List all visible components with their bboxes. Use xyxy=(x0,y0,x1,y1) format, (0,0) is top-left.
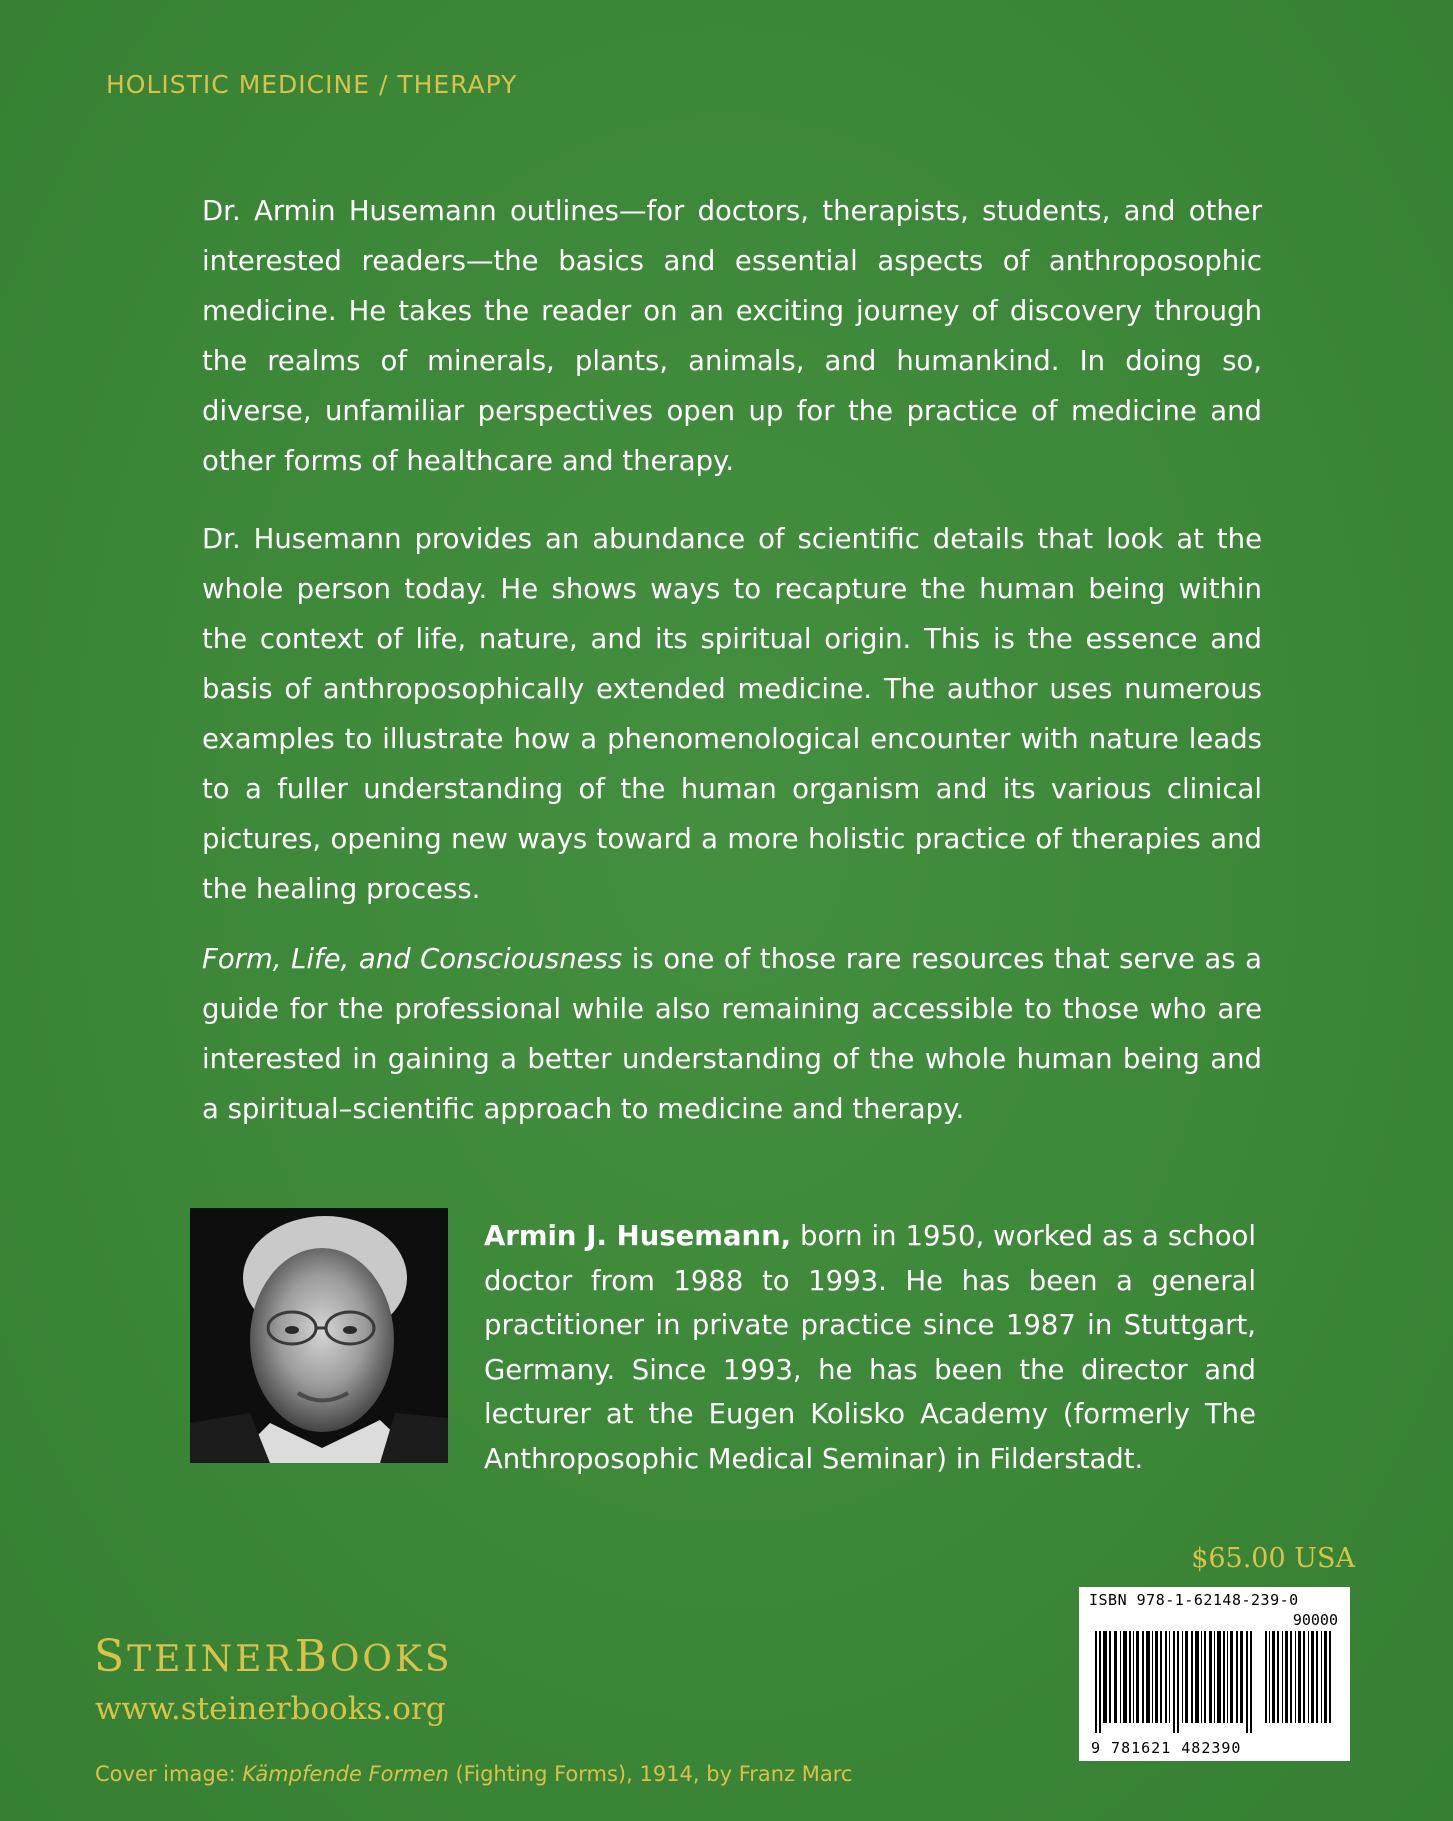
description-paragraph-3-text: is one of those rare resources that serve as a guide for the professional while also remaining accessible to those who are interested in gaining a better understanding of the whole human being and a spiritual–scientific approach to medicine and therapy. xyxy=(202,943,1262,1125)
barcode-addon-number: 90000 xyxy=(1292,1611,1338,1629)
cover-credit-prefix: Cover image: xyxy=(95,1762,243,1786)
price-label: $65.00 USA xyxy=(1191,1543,1355,1574)
cover-credit-suffix: (Fighting Forms), 1914, by Franz Marc xyxy=(448,1762,853,1786)
ean-number: 9 781621 482390 xyxy=(1091,1739,1242,1757)
cover-credit xyxy=(95,1762,852,1786)
publisher-name-part-1: TEINER xyxy=(127,1639,295,1680)
book-title: Form, Life, and Consciousness xyxy=(202,943,623,975)
barcode-bars xyxy=(1089,1631,1341,1733)
publisher-cap-b: B xyxy=(294,1631,330,1682)
author-portrait-illustration xyxy=(190,1208,448,1463)
publisher-website: www.steinerbooks.org xyxy=(95,1691,446,1727)
cover-artwork-title: Kämpfende Formen xyxy=(242,1762,449,1786)
description-paragraph-1: Dr. Armin Husemann outlines—for doctors, therapists, students, and other interested readers—the basics and essential aspects of anthroposophic medicine. He takes the reader on an exciting journey of discovery through the realms of minerals, plants, animals, and humankind. In doing so, diverse, unfamiliar perspectives open up for the practice of medicine and other forms of healthcare and therapy. xyxy=(202,195,1262,477)
publisher-cap-s: S xyxy=(94,1631,128,1682)
isbn-number: ISBN 978-1-62148-239-0 xyxy=(1089,1591,1299,1609)
isbn-barcode xyxy=(1079,1587,1350,1761)
author-bio-text: born in 1950, worked as a school doctor from 1988 to 1993. He has been a general practitioner in private practice since 1987 in Stuttgart, Germany. Since 1993, he has been the director and lecturer at the Eugen Kolisko Academy (formerly The Anthroposophic Medical Seminar) in Filderstadt. xyxy=(484,1220,1256,1475)
description-paragraph-3 xyxy=(202,934,1262,1134)
category-label: HOLISTIC MEDICINE / THERAPY xyxy=(106,70,518,99)
author-name: Armin J. Husemann, xyxy=(484,1220,792,1252)
publisher-logo xyxy=(94,1631,453,1682)
publisher-name-part-2: OOKS xyxy=(329,1639,453,1680)
author-bio xyxy=(484,1214,1256,1481)
description-paragraph-2: Dr. Husemann provides an abundance of scientific details that look at the whole person today. He shows ways to recapture the human being within the context of life, nature, and its spiritual origin. This is the essence and basis of anthroposophically extended medicine. The author uses numerous examples to illustrate how a phenomenological encounter with nature leads to a fuller understanding of the human organism and its various clinical pictures, opening new ways toward a more holistic practice of therapies and the healing process. xyxy=(202,523,1262,905)
author-photo xyxy=(190,1208,448,1463)
